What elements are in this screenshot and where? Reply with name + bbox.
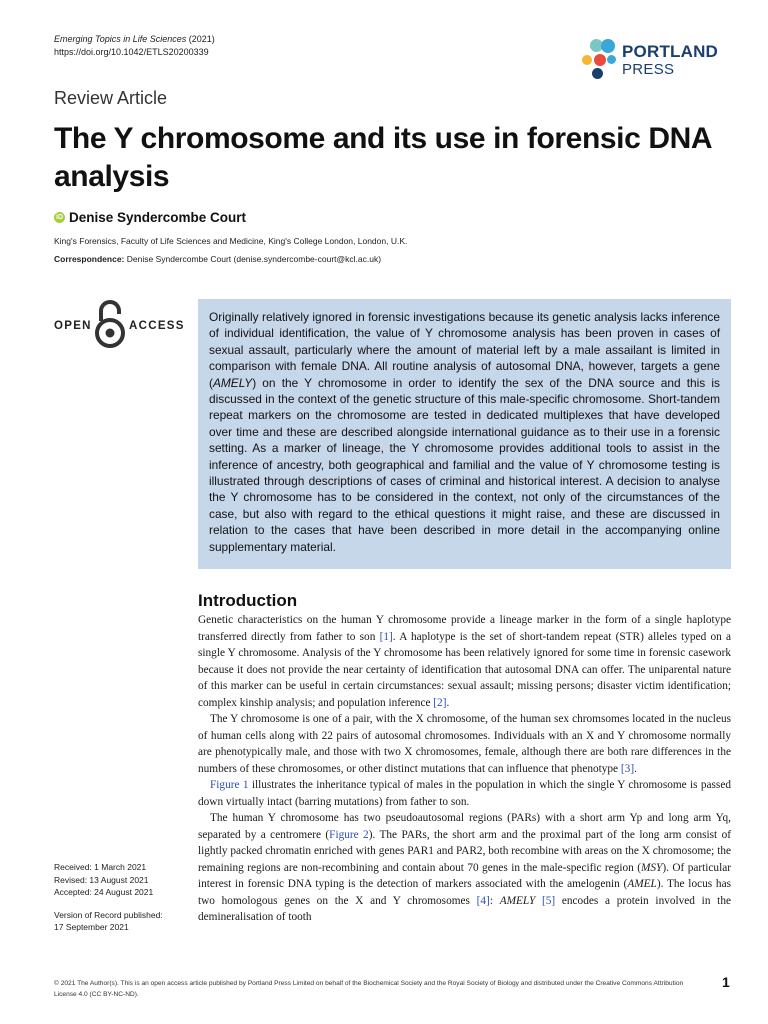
body-text (198, 612, 731, 926)
accepted-date: Accepted: 24 August 2021 (54, 887, 154, 897)
citation-link[interactable]: [3] (620, 762, 635, 775)
paragraph: Genetic characteristics on the human Y chromosome provide a lineage marker in the form of a single haplotype transferred directly from father to son [1]. A haplotype is the set of short-tandem repeat (STR) alleles typed on a single Y chromosome. Analysis of the Y chromosome has been relatively ignored for some time in forensic casework because it does not provide the near certainty of identification that autosomal DNA can offer. The uniparental nature of this marker can be useful in certain circumstances: sexual assault; missing persons; disaster victim identification; complex kinship analysis; and population inference [2]. (198, 614, 732, 709)
abstract-box (198, 299, 731, 569)
open-access-word1: OPEN (54, 320, 92, 332)
article-title: The Y chromosome and its use in forensic DNA analysis (54, 122, 712, 193)
orcid-icon[interactable]: iD (56, 214, 63, 221)
logo-dot (592, 68, 603, 79)
paragraph: Figure 1 illustrates the inheritance typical of males in the population in which the single Y chromosome is passed down virtually intact (barring mutations) from father to son. (198, 779, 731, 808)
received-date: Received: 1 March 2021 (54, 862, 147, 872)
open-lock-icon (93, 299, 127, 349)
page-number: 1 (722, 974, 730, 990)
logo-dot (594, 54, 606, 66)
citation-link[interactable]: [4] (476, 894, 490, 907)
citation-link[interactable]: [5] (541, 894, 556, 907)
paragraph: The Y chromosome is one of a pair, with the X chromosome, of the human sex chromsomes located in the nucleus of human cells along with 22 pairs of autosomal chromosomes. Individuals with an X and Y chromosome normally are phenotypically male, and those with two X chromosomes, female, although there are both rare differences in the numbers of these chromosomes, or other distinct mutations that can influence that phenotype [3]. (198, 713, 731, 775)
citation-link[interactable]: [1] (379, 630, 393, 643)
logo-dot (601, 39, 615, 53)
paragraph: The human Y chromosome has two pseudoautosomal regions (PARs) with a short arm Yp and long arm Yq, separated by a centromere (Figure 2). The PARs, the short arm and the proximal part of the long arm consist of lightly packed chromatin enriched with genes PAR1 and PAR2, both recombine with areas on the X chromosome; the remaining regions are non-recombining and contain about 70 genes in the male-specific region (MSY). Of particular interest in forensic DNA typing is the detection of markers associated with the amelogenin (AMEL). The locus has two homologous genes on the X and Y chromosomes [4]: AMELY [5] encodes a protein involved in the demineralisation of tooth (198, 812, 731, 923)
publisher-name-line2: PRESS (622, 61, 675, 78)
correspondence-text[interactable]: Denise Syndercombe Court (denise.syndercombe-court@kcl.ac.uk) (126, 254, 382, 264)
correspondence-label: Correspondence: (54, 254, 125, 264)
doi-link[interactable]: https://doi.org/10.1042/ETLS20200339 (54, 47, 209, 57)
affiliation: King's Forensics, Faculty of Life Sciences and Medicine, King's College London, London, U.K. (54, 236, 408, 246)
publisher-name-line1: PORTLAND (622, 42, 719, 61)
vor-label: Version of Record published: (54, 909, 163, 920)
citation-link[interactable]: [2] (433, 696, 447, 709)
logo-dot (607, 55, 616, 64)
logo-dot (582, 55, 592, 65)
vor-date: 17 September 2021 (54, 922, 129, 932)
author-name[interactable]: Denise Syndercombe Court (69, 210, 247, 225)
figure-link[interactable]: Figure 1 (210, 779, 249, 791)
article-type: Review Article (54, 88, 168, 108)
section-heading-introduction: Introduction (198, 591, 298, 610)
journal-name: Emerging Topics in Life Sciences (54, 34, 187, 44)
author-row (54, 210, 246, 225)
publisher-logo (580, 37, 740, 83)
abstract-gene: AMELY (212, 375, 253, 390)
abstract-text: ) on the Y chromosome in order to identify the sex of the DNA source and this is discussed in the context of the genetic structure of this male-specific chromosome. Short-tandem repeat markers on the chromosome are tested in dedicated multiplexes that have developed over time and these are described alongside international guidance as to their use in a forensic setting. As a marker of lineage, the Y chromosome provides additional tools to assist in the inference of ancestry, both geographical and familial and the value of Y chromosome testing is illustrated through descriptions of cases of criminal and historical interest. A decision to analyse the Y chromosome has to be considered in the context, not only of the circumstances of the case, but also with regard to the ethical questions it might raise, and these are discussed in relation to the cases that have been described in more detail in the accompanying online supplementary material. (209, 375, 720, 554)
journal-year: (2021) (188, 34, 215, 44)
open-access-word2: ACCESS (129, 320, 185, 332)
abstract-text: Originally relatively ignored in forensic investigations because its genetic analysis lacks inference of individual identification, the value of Y chromosome analysis has been proven in cases of sexual assault, particularly where the amount of material left by a male assailant is limited in comparison with female DNA. All routine analysis of autosomal DNA, however, targets a gene ( (209, 310, 720, 390)
journal-header (54, 33, 215, 59)
correspondence (54, 254, 381, 264)
publication-dates (54, 861, 163, 934)
license-footer: © 2021 The Author(s). This is an open access article published by Portland Press Limited on behalf of the Biochemical Society and the Royal Society of Biology and distributed under the Creative Commons Attribution License 4.0 (CC BY-NC-ND). (54, 980, 684, 998)
open-access-badge (54, 299, 184, 349)
revised-date: Revised: 13 August 2021 (54, 874, 149, 885)
figure-link[interactable]: Figure 2 (329, 828, 369, 841)
